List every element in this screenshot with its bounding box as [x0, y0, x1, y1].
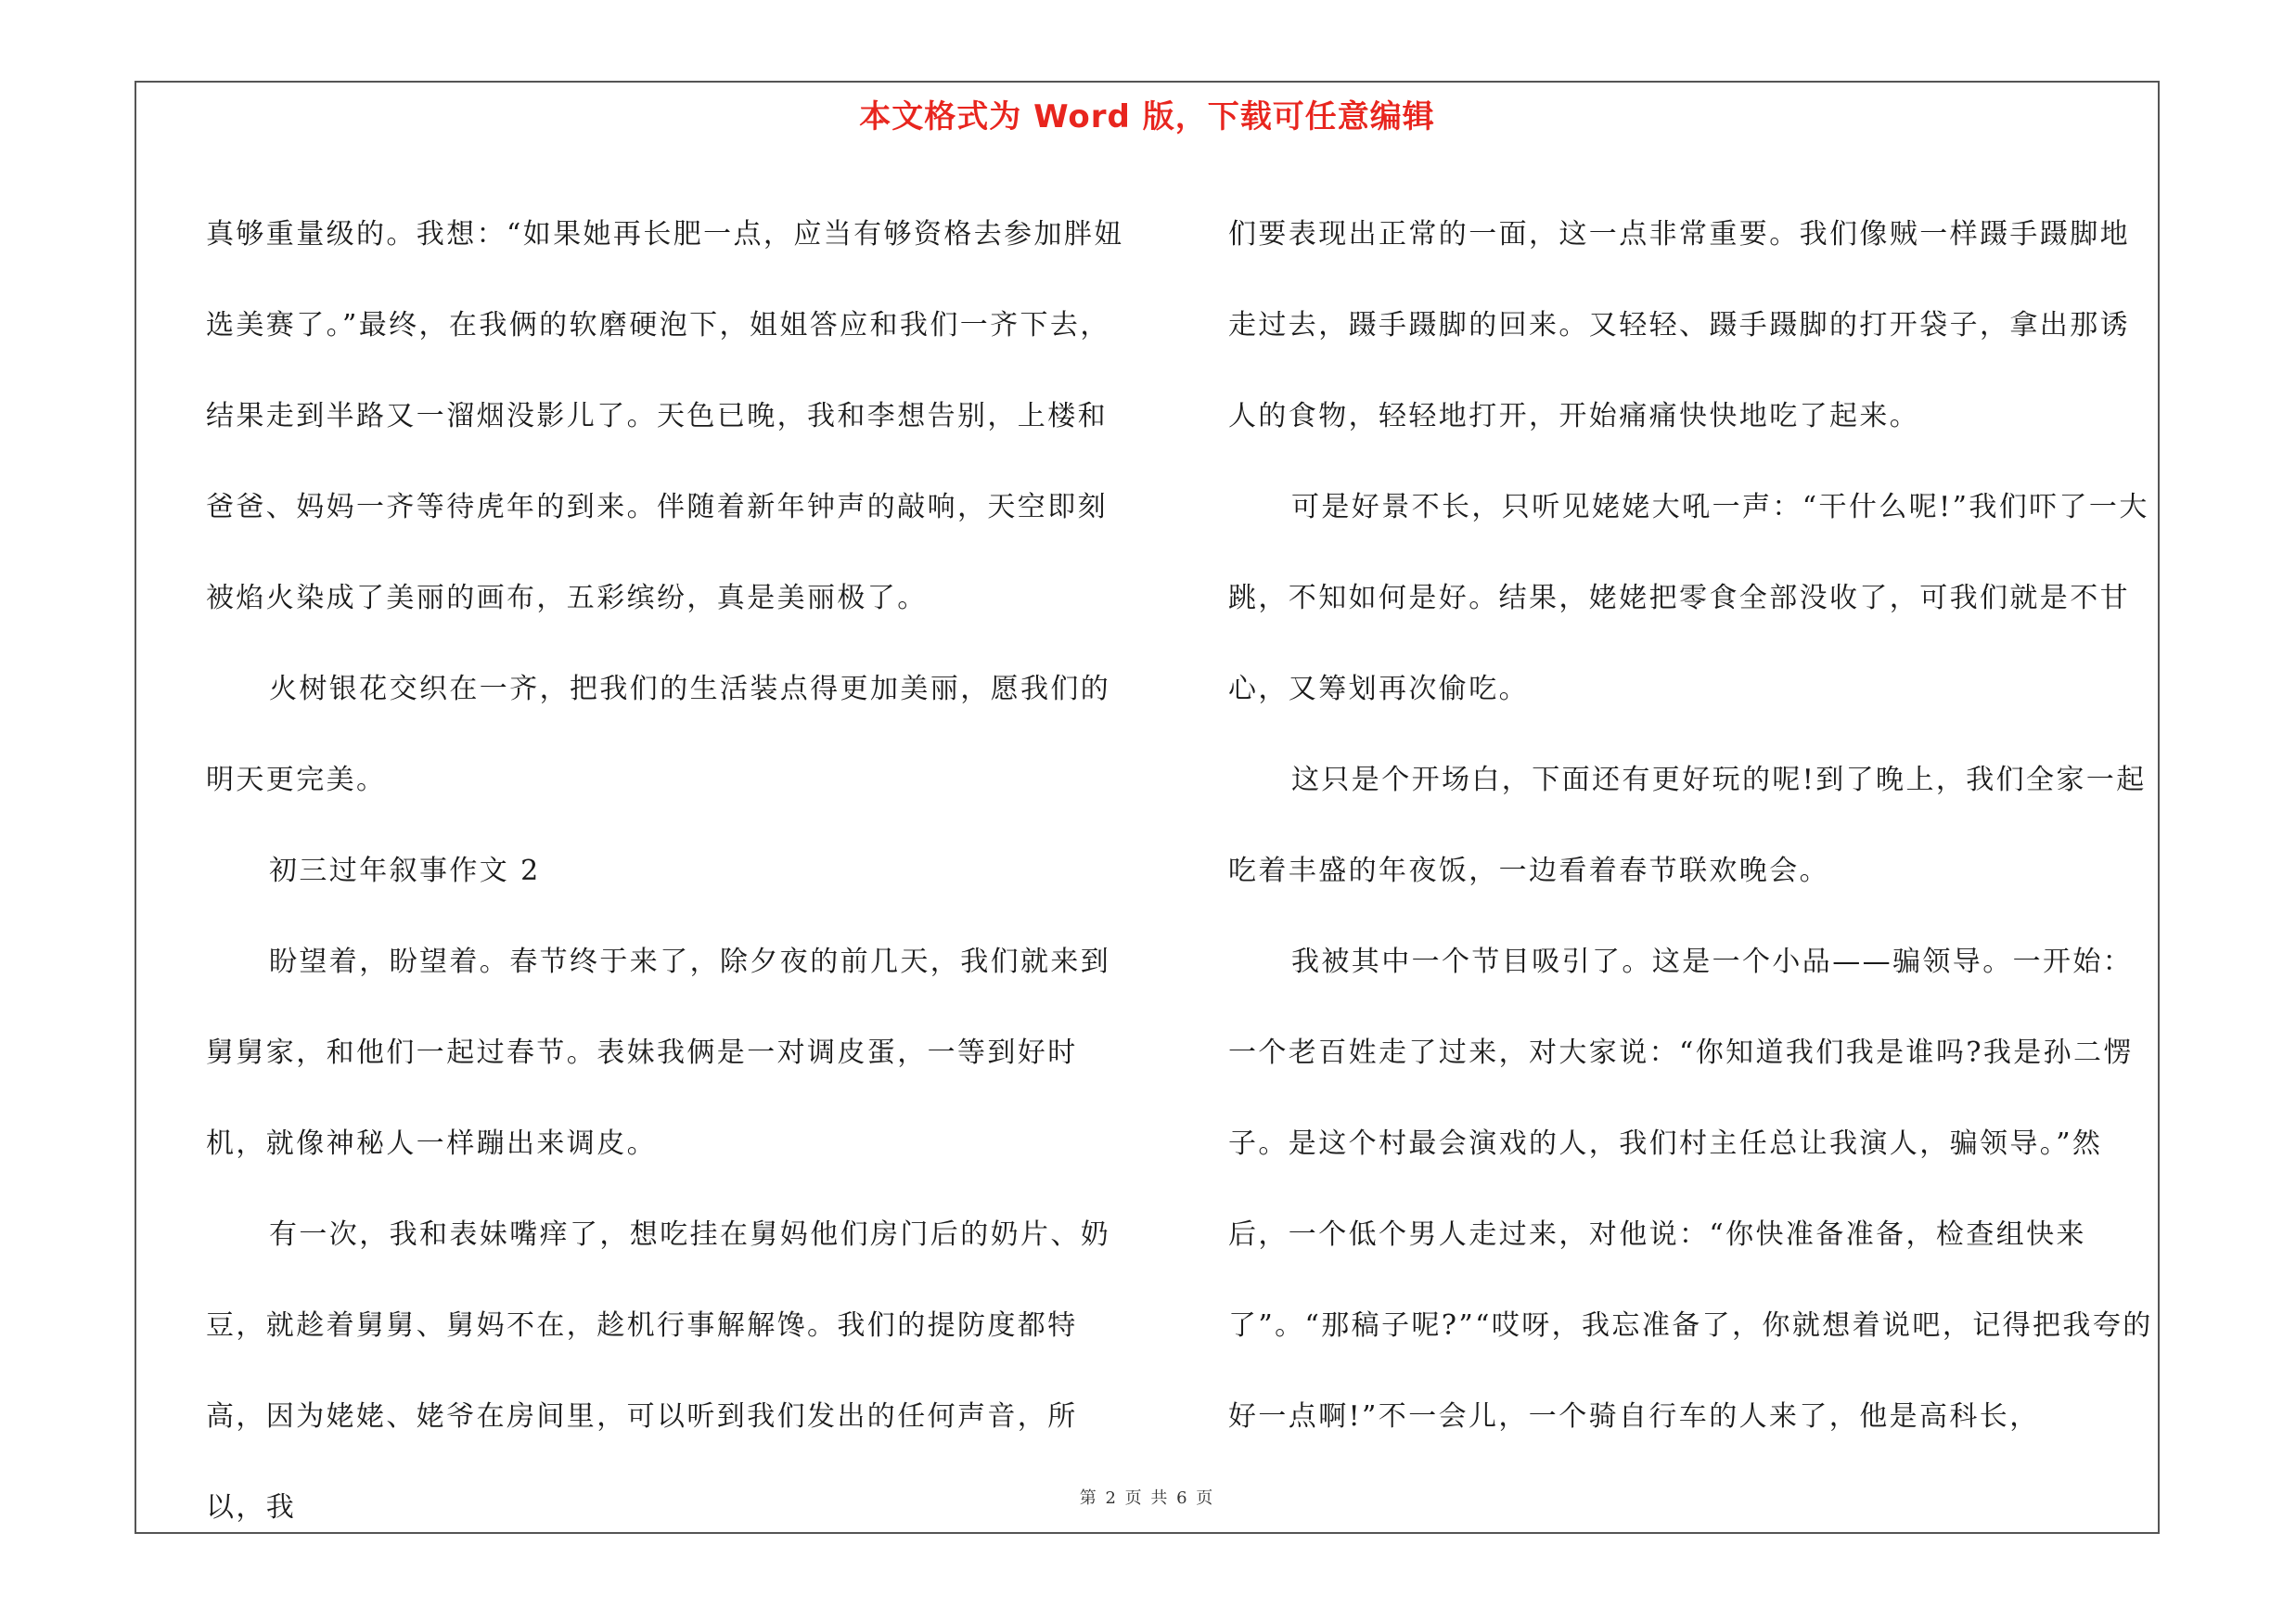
- paragraph: 有一次，我和表妹嘴痒了，想吃挂在舅妈他们房门后的奶片、奶豆，就趁着舅舅、舅妈不在，趁机行事解解馋。我们的提防度都特高，因为姥姥、姥爷在房间里，可以听到我们发出的任何声音，所以，我: [206, 1218, 1111, 1524]
- paragraph: 们要表现出正常的一面，这一点非常重要。我们像贼一样蹑手蹑脚地走过去，蹑手蹑脚的回来。又轻轻、蹑手蹑脚的打开袋子，拿出那诱人的食物，轻轻地打开，开始痛痛快快地吃了起来。: [1228, 218, 2130, 432]
- paragraph: 我被其中一个节目吸引了。这是一个小品——骗领导。一开始：一个老百姓走了过来，对大家说：“你知道我们我是谁吗?我是孙二愣子。是这个村最会演戏的人，我们村主任总让我演人，骗领导。”然后，一个低个男人走过来，对他说：“你快准备准备，检查组快来了”。“那稿子呢?”“哎呀，我忘准备了，你就想着说吧，记得把我夸的好一点啊!”不一会儿，一个骑自行车的人来了，他是高科长，: [1228, 946, 2153, 1433]
- right-text-column: [1228, 189, 2156, 1462]
- word-format-banner: 本文格式为 Word 版，下载可任意编辑: [859, 98, 1435, 135]
- paragraph: 盼望着，盼望着。春节终于来了，除夕夜的前几天，我们就来到舅舅家，和他们一起过春节。表妹我俩是一对调皮蛋，一等到好时机，就像神秘人一样蹦出来调皮。: [206, 946, 1111, 1160]
- paragraph: 可是好景不长，只听见姥姥大吼一声：“干什么呢!”我们吓了一大跳，不知如何是好。结果，姥姥把零食全部没收了，可我们就是不甘心，又筹划再次偷吃。: [1228, 491, 2149, 705]
- page-number-footer: 第 2 页 共 6 页: [1079, 1488, 1215, 1508]
- section-heading: 初三过年叙事作文 2: [269, 855, 541, 887]
- paragraph: 真够重量级的。我想：“如果她再长肥一点，应当有够资格去参加胖妞选美赛了。”最终，在我俩的软磨硬泡下，姐姐答应和我们一齐下去，结果走到半路又一溜烟没影儿了。天色已晚，我和李想告别，上楼和爸爸、妈妈一齐等待虎年的到来。伴随着新年钟声的敲响，天空即刻被焰火染成了美丽的画布，五彩缤纷，真是美丽极了。: [206, 218, 1124, 614]
- paragraph: 火树银花交织在一齐，把我们的生活装点得更加美丽，愿我们的明天更完美。: [206, 673, 1111, 796]
- left-text-column: [206, 189, 1134, 1553]
- paragraph: 这只是个开场白，下面还有更好玩的呢!到了晚上，我们全家一起吃着丰盛的年夜饭，一边看着春节联欢晚会。: [1228, 764, 2147, 887]
- page-frame: [135, 81, 2160, 1534]
